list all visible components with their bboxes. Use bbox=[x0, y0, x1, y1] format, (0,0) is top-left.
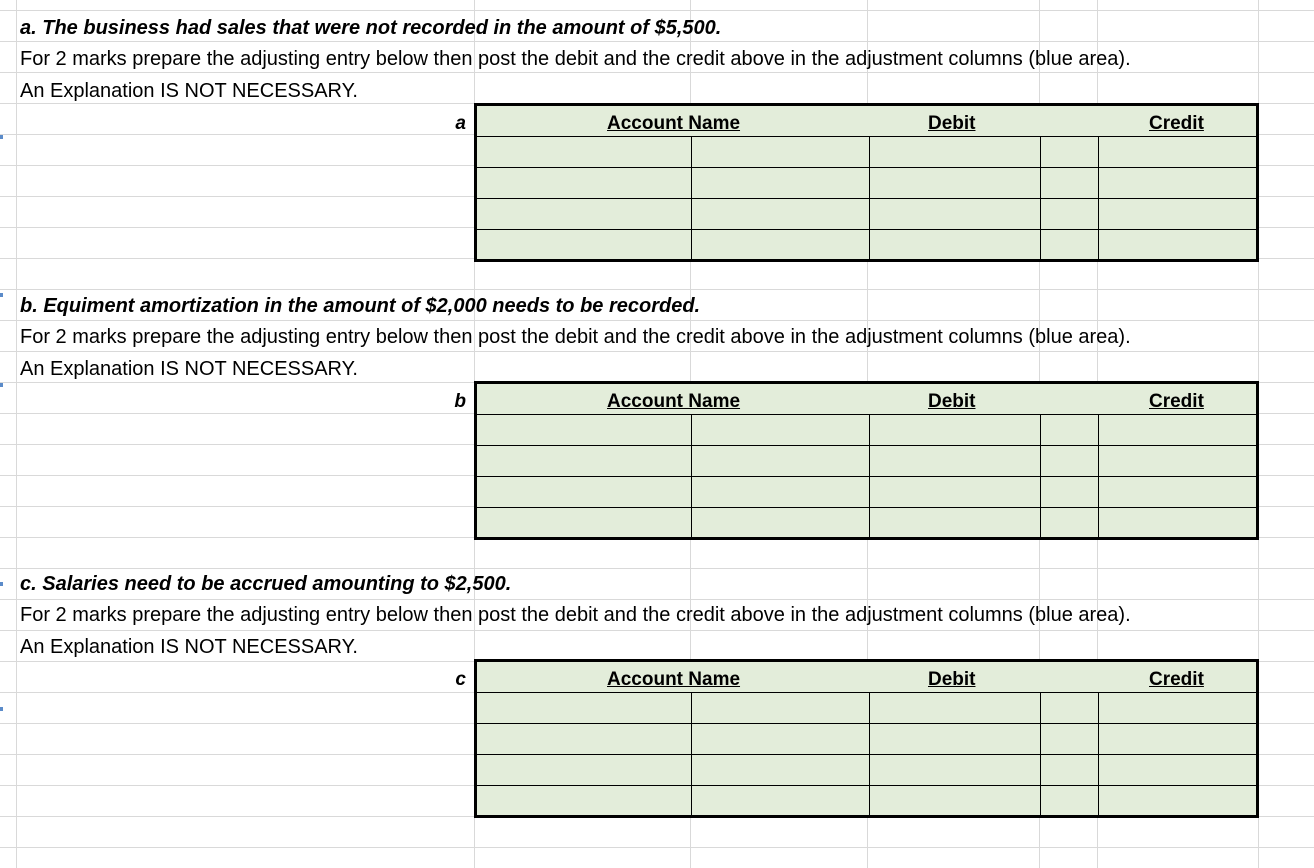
debit-cell[interactable] bbox=[870, 724, 1040, 754]
account-name-cell[interactable] bbox=[477, 724, 691, 754]
account-name-overflow-cell[interactable] bbox=[692, 415, 869, 445]
row-gridline bbox=[0, 10, 1314, 11]
row-gridline bbox=[0, 289, 1314, 290]
spacer-cell[interactable] bbox=[1041, 477, 1098, 507]
question-heading-b: b. Equiment amortization in the amount of $2,000 needs to be recorded. bbox=[20, 295, 701, 317]
spacer-cell[interactable] bbox=[1041, 755, 1098, 785]
row-marker bbox=[0, 582, 3, 586]
entry-label-a: a bbox=[455, 113, 466, 134]
credit-cell[interactable] bbox=[1099, 508, 1258, 539]
entry-label-b: b bbox=[454, 391, 466, 412]
spacer-cell[interactable] bbox=[1041, 446, 1098, 476]
account-name-overflow-cell[interactable] bbox=[692, 724, 869, 754]
journal-entry-table-b bbox=[474, 381, 1259, 540]
credit-cell[interactable] bbox=[1099, 446, 1258, 476]
credit-header: Credit bbox=[1149, 113, 1204, 134]
account-name-overflow-cell[interactable] bbox=[692, 199, 869, 229]
account-name-header: Account Name bbox=[607, 669, 741, 690]
debit-cell[interactable] bbox=[870, 693, 1040, 723]
account-name-header: Account Name bbox=[607, 113, 741, 134]
entry-label-c: c bbox=[455, 669, 466, 690]
spacer-cell[interactable] bbox=[1041, 168, 1098, 198]
account-name-cell[interactable] bbox=[477, 137, 691, 167]
debit-cell[interactable] bbox=[870, 137, 1040, 167]
row-gridline bbox=[0, 41, 1314, 42]
journal-entry-table-a bbox=[474, 103, 1259, 262]
row-marker bbox=[0, 707, 3, 711]
explanation-note-a: An Explanation IS NOT NECESSARY. bbox=[20, 80, 358, 102]
credit-cell[interactable] bbox=[1099, 477, 1258, 507]
spacer-cell[interactable] bbox=[1041, 230, 1098, 261]
credit-cell[interactable] bbox=[1099, 786, 1258, 817]
instruction-text-a: For 2 marks prepare the adjusting entry below then post the debit and the credit above in the adjustment columns (blue area). bbox=[20, 48, 1131, 70]
instruction-text-c: For 2 marks prepare the adjusting entry below then post the debit and the credit above in the adjustment columns (blue area). bbox=[20, 604, 1131, 626]
journal-entry-table-c bbox=[474, 659, 1259, 818]
account-name-cell[interactable] bbox=[477, 477, 691, 507]
credit-cell[interactable] bbox=[1099, 755, 1258, 785]
debit-header: Debit bbox=[928, 113, 976, 134]
debit-cell[interactable] bbox=[870, 786, 1040, 817]
question-heading-a: a. The business had sales that were not recorded in the amount of $5,500. bbox=[20, 17, 722, 39]
debit-cell[interactable] bbox=[870, 446, 1040, 476]
debit-cell[interactable] bbox=[870, 199, 1040, 229]
row-gridline bbox=[0, 630, 1314, 631]
account-name-overflow-cell[interactable] bbox=[692, 446, 869, 476]
debit-header: Debit bbox=[928, 669, 976, 690]
spacer-cell[interactable] bbox=[1041, 693, 1098, 723]
account-name-overflow-cell[interactable] bbox=[692, 755, 869, 785]
account-name-overflow-cell[interactable] bbox=[692, 786, 869, 817]
spacer-cell[interactable] bbox=[1041, 724, 1098, 754]
debit-cell[interactable] bbox=[870, 230, 1040, 261]
account-name-cell[interactable] bbox=[477, 508, 691, 539]
account-name-cell[interactable] bbox=[477, 199, 691, 229]
credit-header: Credit bbox=[1149, 669, 1204, 690]
spacer-cell[interactable] bbox=[1041, 199, 1098, 229]
spacer-cell[interactable] bbox=[1041, 508, 1098, 539]
credit-header: Credit bbox=[1149, 391, 1204, 412]
debit-cell[interactable] bbox=[870, 755, 1040, 785]
account-name-overflow-cell[interactable] bbox=[692, 168, 869, 198]
credit-cell[interactable] bbox=[1099, 199, 1258, 229]
explanation-note-b: An Explanation IS NOT NECESSARY. bbox=[20, 358, 358, 380]
question-heading-c: c. Salaries need to be accrued amounting to $2,500. bbox=[20, 573, 512, 595]
debit-cell[interactable] bbox=[870, 415, 1040, 445]
account-name-overflow-cell[interactable] bbox=[692, 693, 869, 723]
explanation-note-c: An Explanation IS NOT NECESSARY. bbox=[20, 636, 358, 658]
credit-cell[interactable] bbox=[1099, 230, 1258, 261]
row-marker bbox=[0, 383, 3, 387]
account-name-cell[interactable] bbox=[477, 230, 691, 261]
account-name-overflow-cell[interactable] bbox=[692, 508, 869, 539]
row-marker bbox=[0, 135, 3, 139]
account-name-cell[interactable] bbox=[477, 693, 691, 723]
column-gridline bbox=[16, 0, 17, 868]
account-name-cell[interactable] bbox=[477, 446, 691, 476]
account-name-cell[interactable] bbox=[477, 786, 691, 817]
row-gridline bbox=[0, 320, 1314, 321]
spacer-cell[interactable] bbox=[1041, 415, 1098, 445]
credit-cell[interactable] bbox=[1099, 168, 1258, 198]
account-name-overflow-cell[interactable] bbox=[692, 230, 869, 261]
account-name-overflow-cell[interactable] bbox=[692, 137, 869, 167]
credit-cell[interactable] bbox=[1099, 724, 1258, 754]
credit-cell[interactable] bbox=[1099, 137, 1258, 167]
account-name-header: Account Name bbox=[607, 391, 741, 412]
debit-cell[interactable] bbox=[870, 508, 1040, 539]
spacer-cell[interactable] bbox=[1041, 786, 1098, 817]
account-name-cell[interactable] bbox=[477, 168, 691, 198]
row-gridline bbox=[0, 599, 1314, 600]
row-gridline bbox=[0, 351, 1314, 352]
credit-cell[interactable] bbox=[1099, 415, 1258, 445]
account-name-cell[interactable] bbox=[477, 415, 691, 445]
debit-header: Debit bbox=[928, 391, 976, 412]
account-name-overflow-cell[interactable] bbox=[692, 477, 869, 507]
instruction-text-b: For 2 marks prepare the adjusting entry below then post the debit and the credit above in the adjustment columns (blue area). bbox=[20, 326, 1131, 348]
credit-cell[interactable] bbox=[1099, 693, 1258, 723]
row-gridline bbox=[0, 847, 1314, 848]
row-gridline bbox=[0, 568, 1314, 569]
debit-cell[interactable] bbox=[870, 477, 1040, 507]
account-name-cell[interactable] bbox=[477, 755, 691, 785]
debit-cell[interactable] bbox=[870, 168, 1040, 198]
spacer-cell[interactable] bbox=[1041, 137, 1098, 167]
row-marker bbox=[0, 293, 3, 297]
row-gridline bbox=[0, 72, 1314, 73]
